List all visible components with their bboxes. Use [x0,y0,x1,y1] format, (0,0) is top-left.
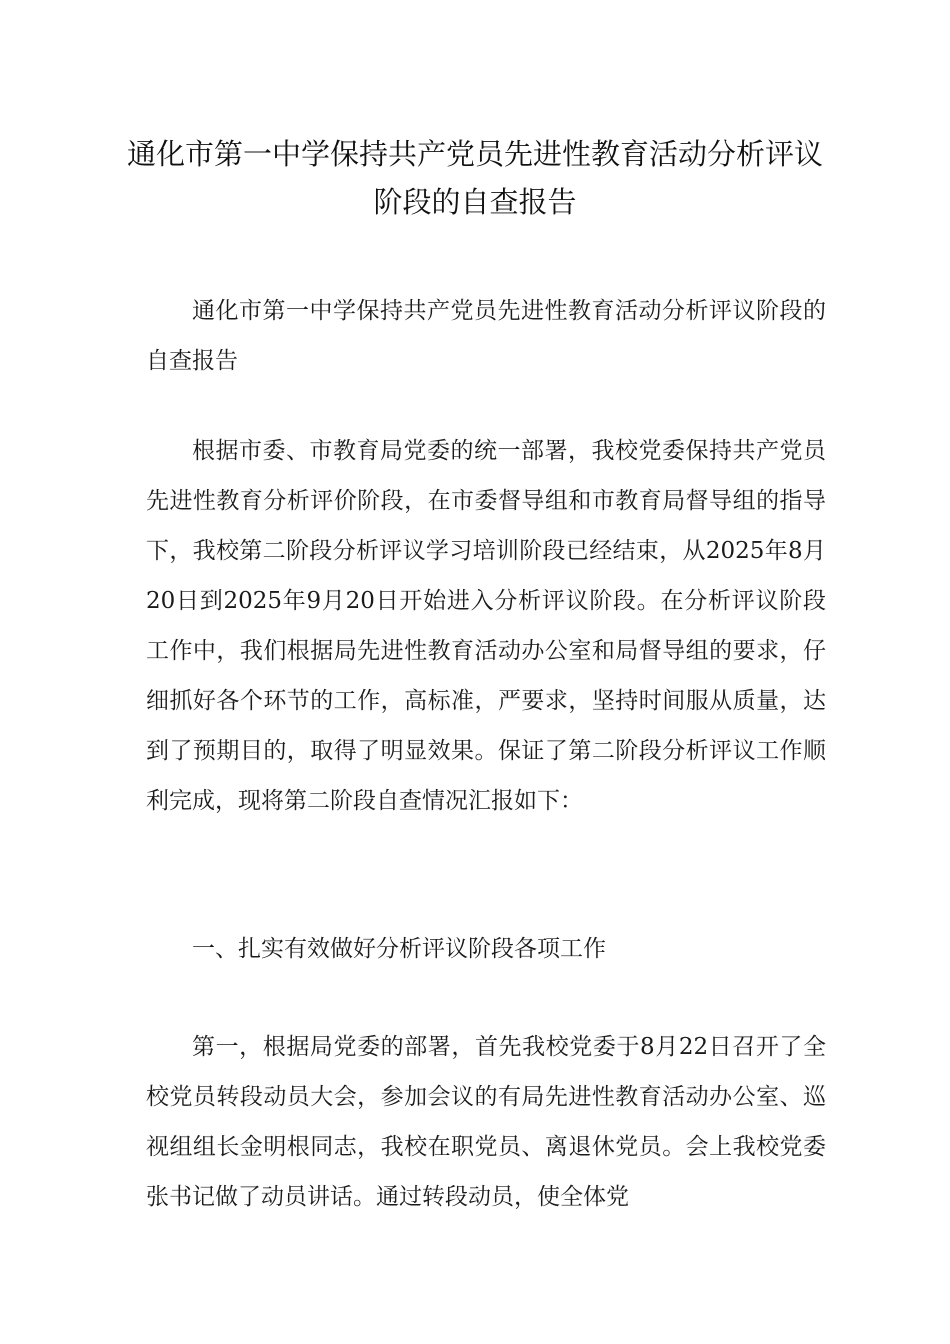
paragraph-subtitle: 通化市第一中学保持共产党员先进性教育活动分析评议阶段的自查报告 [146,298,826,374]
paragraph-first-point: 第一，根据局党委的部署，首先我校党委于8月22日召开了全校党员转段动员大会，参加会议的有局先进性教育活动办公室、巡视组组长金明根同志，我校在职党员、离退休党员。会上我校党委张书记做了动员讲话。通过转段动员，使全体党 [146,1034,826,1210]
paragraph-intro: 根据市委、市教育局党委的统一部署，我校党委保持共产党员先进性教育分析评价阶段，在市委督导组和市教育局督导组的指导下，我校第二阶段分析评议学习培训阶段已经结束，从2025年8月20日到2025年9月20日开始进入分析评议阶段。在分析评议阶段工作中，我们根据局先进性教育活动办公室和局督导组的要求，仔细抓好各个环节的工作，高标准，严要求，坚持时间服从质量，达到了预期目的，取得了明显效果。保证了第二阶段分析评议工作顺利完成，现将第二阶段自查情况汇报如下： [146,438,826,814]
document-title: 通化市第一中学保持共产党员先进性教育活动分析评议阶段的自查报告 [126,137,823,219]
section-heading-1: 一、扎实有效做好分析评议阶段各项工作 [192,936,606,962]
